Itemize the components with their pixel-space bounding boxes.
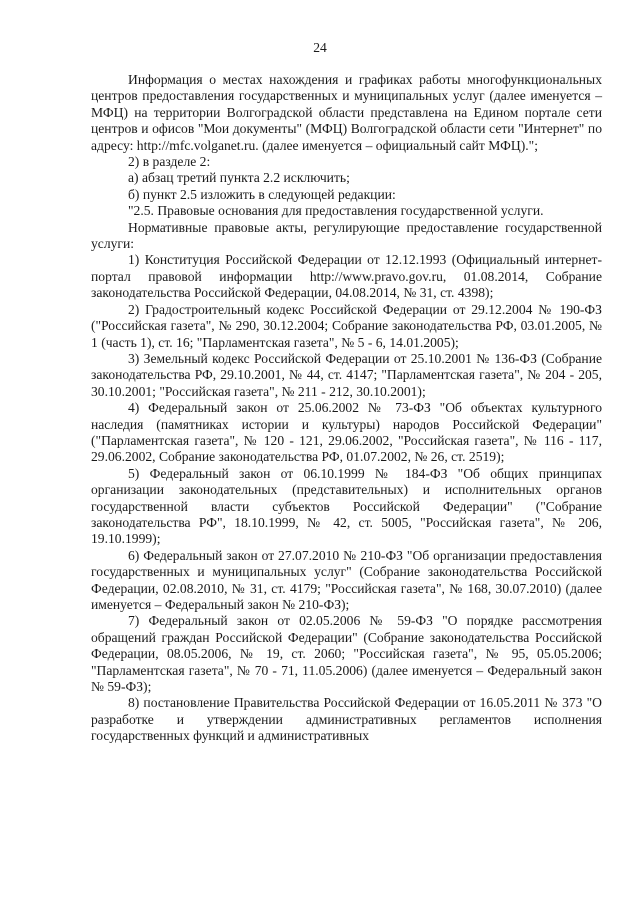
paragraph-act-8: 8) постановление Правительства Российской Федерации от 16.05.2011 № 373 "О разработке и утверждении административных регламентов исполнения государственных функций и административных <box>91 695 602 744</box>
paragraph-mfc-info: Информация о местах нахождения и графиках работы многофункциональных центров предоставления государственных и муниципальных услуг (далее именуется – МФЦ) на территории Волгоградской области представлена на Едином портале сети центров и офисов "Мои документы" (МФЦ) Волгоградской области сети "Интернет" по адресу: http://mfc.volganet.ru. (далее именуется – официальный сайт МФЦ)."; <box>91 72 602 153</box>
paragraph-act-3: 3) Земельный кодекс Российской Федерации от 25.10.2001 № 136-ФЗ (Собрание законодательства РФ, 29.10.2001, № 44, ст. 4147; "Парламентская газета", № 204 - 205, 30.10.2001; "Российская газета", № 211 - 212, 30.10.2001); <box>91 350 602 399</box>
paragraph-act-2: 2) Градостроительный кодекс Российской Федерации от 29.12.2004 № 190-ФЗ ("Российская газета", № 290, 30.12.2004; Собрание законодательства РФ, 03.01.2005, № 1 (часть 1), ст. 16; "Парламентская газета", № 5 - 6, 14.01.2005); <box>91 301 602 350</box>
paragraph-legal-acts-intro: Нормативные правовые акты, регулирующие предоставление государственной услуги: <box>91 219 602 252</box>
paragraph-act-5: 5) Федеральный закон от 06.10.1999 № 184-ФЗ "Об общих принципах организации законодательных (представительных) и исполнительных органов государственной власти субъектов Российской Федерации" ("Собрание законодательства РФ", 18.10.1999, № 42, ст. 5005, "Российская газета", № 206, 19.10.1999); <box>91 465 602 547</box>
paragraph-item-b: б) пункт 2.5 изложить в следующей редакции: <box>128 186 396 202</box>
paragraph-act-1: 1) Конституция Российской Федерации от 12.12.1993 (Официальный интернет-портал правовой информации http://www.pravo.gov.ru, 01.08.2014, Собрание законодательства Российской Федерации, 04.08.2014, № 31, ст. 4398); <box>91 252 602 301</box>
paragraph-act-4: 4) Федеральный закон от 25.06.2002 № 73-ФЗ "Об объектах культурного наследия (памятниках истории и культуры) народов Российской Федерации" ("Парламентская газета", № 120 - 121, 29.06.2002, "Российская газета", № 116 - 117, 29.06.2002, Собрание законодательства РФ, 01.07.2002, № 26, ст. 2519); <box>91 400 602 465</box>
page-number: 24 <box>313 40 327 55</box>
paragraph-section-2: 2) в разделе 2: <box>128 154 211 170</box>
document-body <box>91 72 602 745</box>
paragraph-clause-2-5: "2.5. Правовые основания для предоставления государственной услуги. <box>128 203 544 219</box>
paragraph-act-7: 7) Федеральный закон от 02.05.2006 № 59-ФЗ "О порядке рассмотрения обращений граждан Российской Федерации" (Собрание законодательства Российской Федерации, 08.05.2006, № 19, ст. 2060; "Российская газета", № 95, 05.05.2006; "Парламентская газета", № 70 - 71, 11.05.2006) (далее именуется – Федеральный закон № 59-ФЗ); <box>91 613 602 695</box>
paragraph-act-6: 6) Федеральный закон от 27.07.2010 № 210-ФЗ "Об организации предоставления государственных и муниципальных услуг" (Собрание законодательства Российской Федерации, 02.08.2010, № 31, ст. 4179; "Российская газета", № 168, 30.07.2010) (далее именуется – Федеральный закон № 210-ФЗ); <box>91 547 602 612</box>
paragraph-item-a: а) абзац третий пункта 2.2 исключить; <box>128 170 350 186</box>
